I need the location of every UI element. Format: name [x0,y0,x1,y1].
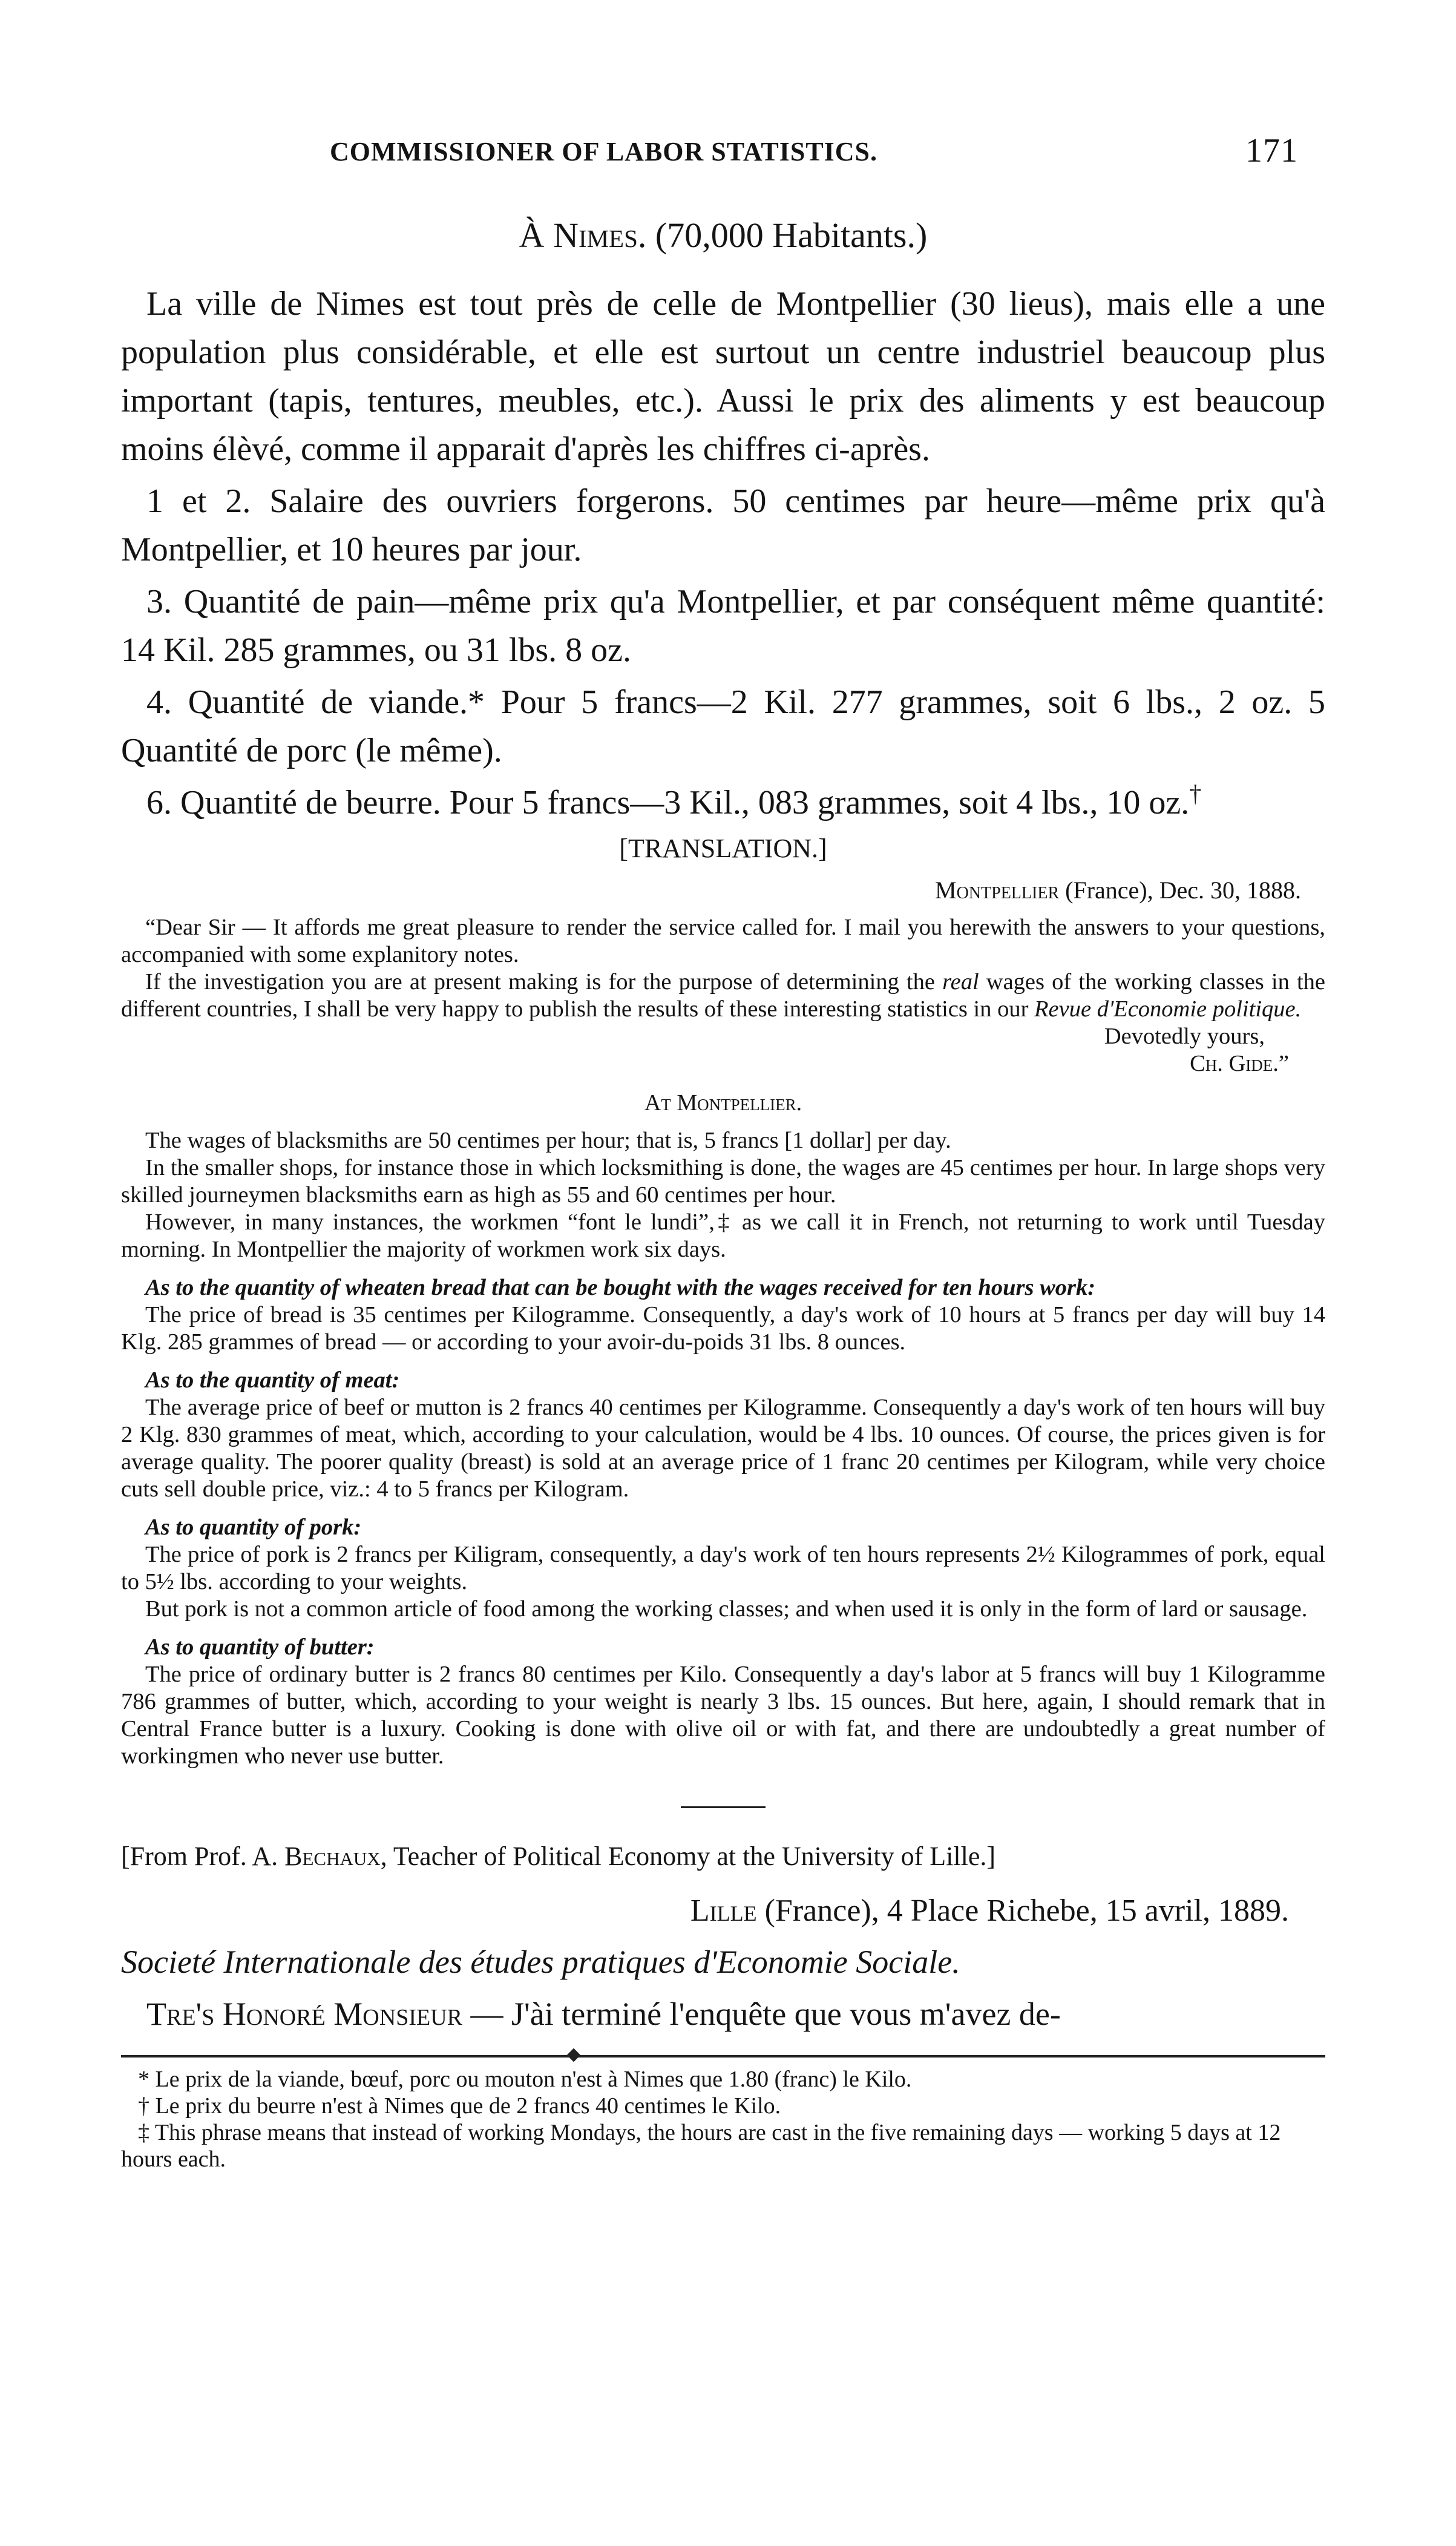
title-population: (70,000 Habitants.) [655,215,928,255]
salutation-text: — J'ài terminé l'enquête que vous m'avez de- [462,1996,1061,2032]
nimes-item-butter [121,778,1325,827]
bread-paragraph: The price of bread is 35 centimes per Kilogramme. Consequently, a day's work of 10 hours at 5 francs per day will buy 14 Klg. 285 grammes of bread — or according to your avoir-du-poids 31 lbs. 8 ounces. [121,1302,1325,1355]
dateline-city: Montpellier [935,877,1060,904]
lille-dateline-rest: (France), 4 Place Richebe, 15 avril, 1889. [756,1893,1289,1928]
page-header [121,132,1325,179]
nimes-intro: La ville de Nimes est tout près de celle de Montpellier (30 lieus), mais elle a une population plus considérable, et elle est surtout un centre industriel beaucoup plus important (tapis, tentures, meubles, etc.). Aussi le prix des aliments y est beaucoup moins élèvé, comme il apparait d'après les chiffres ci-après. [121,285,1325,468]
translated-letter [121,914,1325,1770]
nimes-section [121,280,1325,827]
title-prefix: À [519,215,545,255]
attribution-part-a: [From Prof. A. [121,1841,285,1871]
running-title: COMMISSIONER OF LABOR STATISTICS. [330,137,878,166]
attribution-name: Bechaux [284,1841,381,1871]
butter-subheading: As to quantity of butter: [145,1634,375,1660]
letter-closing: Devotedly yours, [1104,1024,1265,1049]
pork-paragraph-1: The price of pork is 2 francs per Kiligram, consequently, a day's work of ten hours represents 2½ Kilogrammes of pork, equal to 5½ lbs. according to your weights. [121,1542,1325,1594]
letter-p2-part-b: wages of the working classes in the different countries, I shall be very happy to publish the results of these interesting statistics in our [121,969,1325,1022]
bechaux-attribution [121,1838,1325,1875]
letter-paragraph-1: “Dear Sir — It affords me great pleasure to render the service called for. I mail you herewith the answers to your questions, accompanied with some explanitory notes. [121,915,1325,967]
wages-paragraph-2: In the smaller shops, for instance those in which locksmithing is done, the wages are 45 centimes per hour. In large shops very skilled journeymen blacksmiths earn as high as 55 and 60 centimes per hour. [121,1155,1325,1208]
footnote-butter-price: † Le prix du beurre n'est à Nimes que de 2 francs 40 centimes le Kilo. [138,2093,781,2119]
societe-heading: Societé Internationale des études pratiques d'Economie Sociale. [121,1944,960,1980]
pork-paragraph-2: But pork is not a common article of food among the working classes; and when used it is only in the form of lard or sausage. [145,1596,1308,1622]
letter-paragraph-2 [121,969,1325,1023]
nimes-item-bread: 3. Quantité de pain—même prix qu'a Montpellier, et par conséquent même quantité: 14 Kil. 285 grammes, ou 31 lbs. 8 oz. [121,583,1325,669]
title-city: Nimes. [553,215,647,255]
nimes-item-meat: 4. Quantité de viande.* Pour 5 francs—2 Kil. 277 grammes, soit 6 lbs., 2 oz. 5 Quantité de porc (le même). [121,683,1325,769]
pork-subheading: As to quantity of pork: [145,1515,362,1540]
footnote-rule-ornament [567,2048,581,2062]
nimes-item-wages: 1 et 2. Salaire des ouvriers forgerons. 50 centimes par heure—même prix qu'à Montpellier, et 10 heures par jour. [121,482,1325,568]
at-montpellier-heading: At Montpellier. [644,1090,802,1116]
wages-paragraph-3: However, in many instances, the workmen “font le lundi”,‡ as we call it in French, not returning to work until Tuesday morning. In Montpellier the majority of workmen work six days. [121,1209,1325,1262]
translation-heading: [TRANSLATION.] [619,834,827,863]
dateline-rest: (France), Dec. 30, 1888. [1065,877,1301,904]
footnote-font-le-lundi: ‡ This phrase means that instead of working Mondays, the hours are cast in the five remaining days — working 5 days at 12 hours each. [121,2120,1281,2172]
attribution-part-b: , Teacher of Political Economy at the University of Lille.] [380,1841,996,1871]
letter-salutation [121,1991,1325,2037]
section-divider [681,1806,766,1808]
bread-subheading: As to the quantity of wheaten bread that can be bought with the wages received for ten hours work: [145,1275,1096,1300]
lille-dateline [121,1888,1289,1934]
letter-p2-part-a: If the investigation you are at present making is for the purpose of determining the [145,969,943,995]
section-title-nimes [121,215,1325,255]
letter-dateline [121,876,1301,904]
meat-subheading: As to the quantity of meat: [145,1367,400,1393]
letter-signature: Ch. Gide.” [1190,1051,1289,1076]
footnote-meat-price: * Le prix de la viande, bœuf, porc ou mouton n'est à Nimes que 1.80 (franc) le Kilo. [138,2067,912,2092]
salutation-address: Tre's Honoré Monsieur [146,1996,462,2032]
butter-paragraph: The price of ordinary butter is 2 francs 80 centimes per Kilo. Consequently a day's labor at 5 francs will buy 1 Kilogramme 786 grammes of butter, which, according to your weight is nearly 3 lbs. 15 ounces. But here, again, I should remark that in Central France butter is a luxury. Cooking is done with olive oil or with fat, and there are undoubtedly a great number of workingmen who never use butter. [121,1662,1325,1769]
footnotes [121,2066,1325,2173]
lille-city: Lille [690,1893,757,1928]
wages-paragraph-1: The wages of blacksmiths are 50 centimes per hour; that is, 5 francs [1 dollar] per day. [145,1128,951,1153]
nimes-item-butter-text: 6. Quantité de beurre. Pour 5 francs—3 Kil., 083 grammes, soit 4 lbs., 10 oz. [146,784,1190,821]
page-number: 171 [1245,132,1298,169]
footnote-rule-line [121,2055,1325,2058]
letter-p2-revue: Revue d'Economie politique. [1034,996,1302,1022]
letter-p2-real: real [942,969,979,995]
footnote-rule [121,2048,1325,2066]
footnote-marker: † [1189,780,1202,808]
document-page [121,132,1325,2173]
meat-paragraph: The average price of beef or mutton is 2 francs 40 centimes per Kilogramme. Consequently a day's work of ten hours will buy 2 Klg. 830 grammes of meat, which, according to your calculation, would be 4 lbs. 10 ounces. Of course, the prices given is for average quality. The poorer quality (breast) is sold at an average price of 1 franc 20 centimes per Kilogram, while very choice cuts sell double price, viz.: 4 to 5 francs per Kilogram. [121,1395,1325,1502]
